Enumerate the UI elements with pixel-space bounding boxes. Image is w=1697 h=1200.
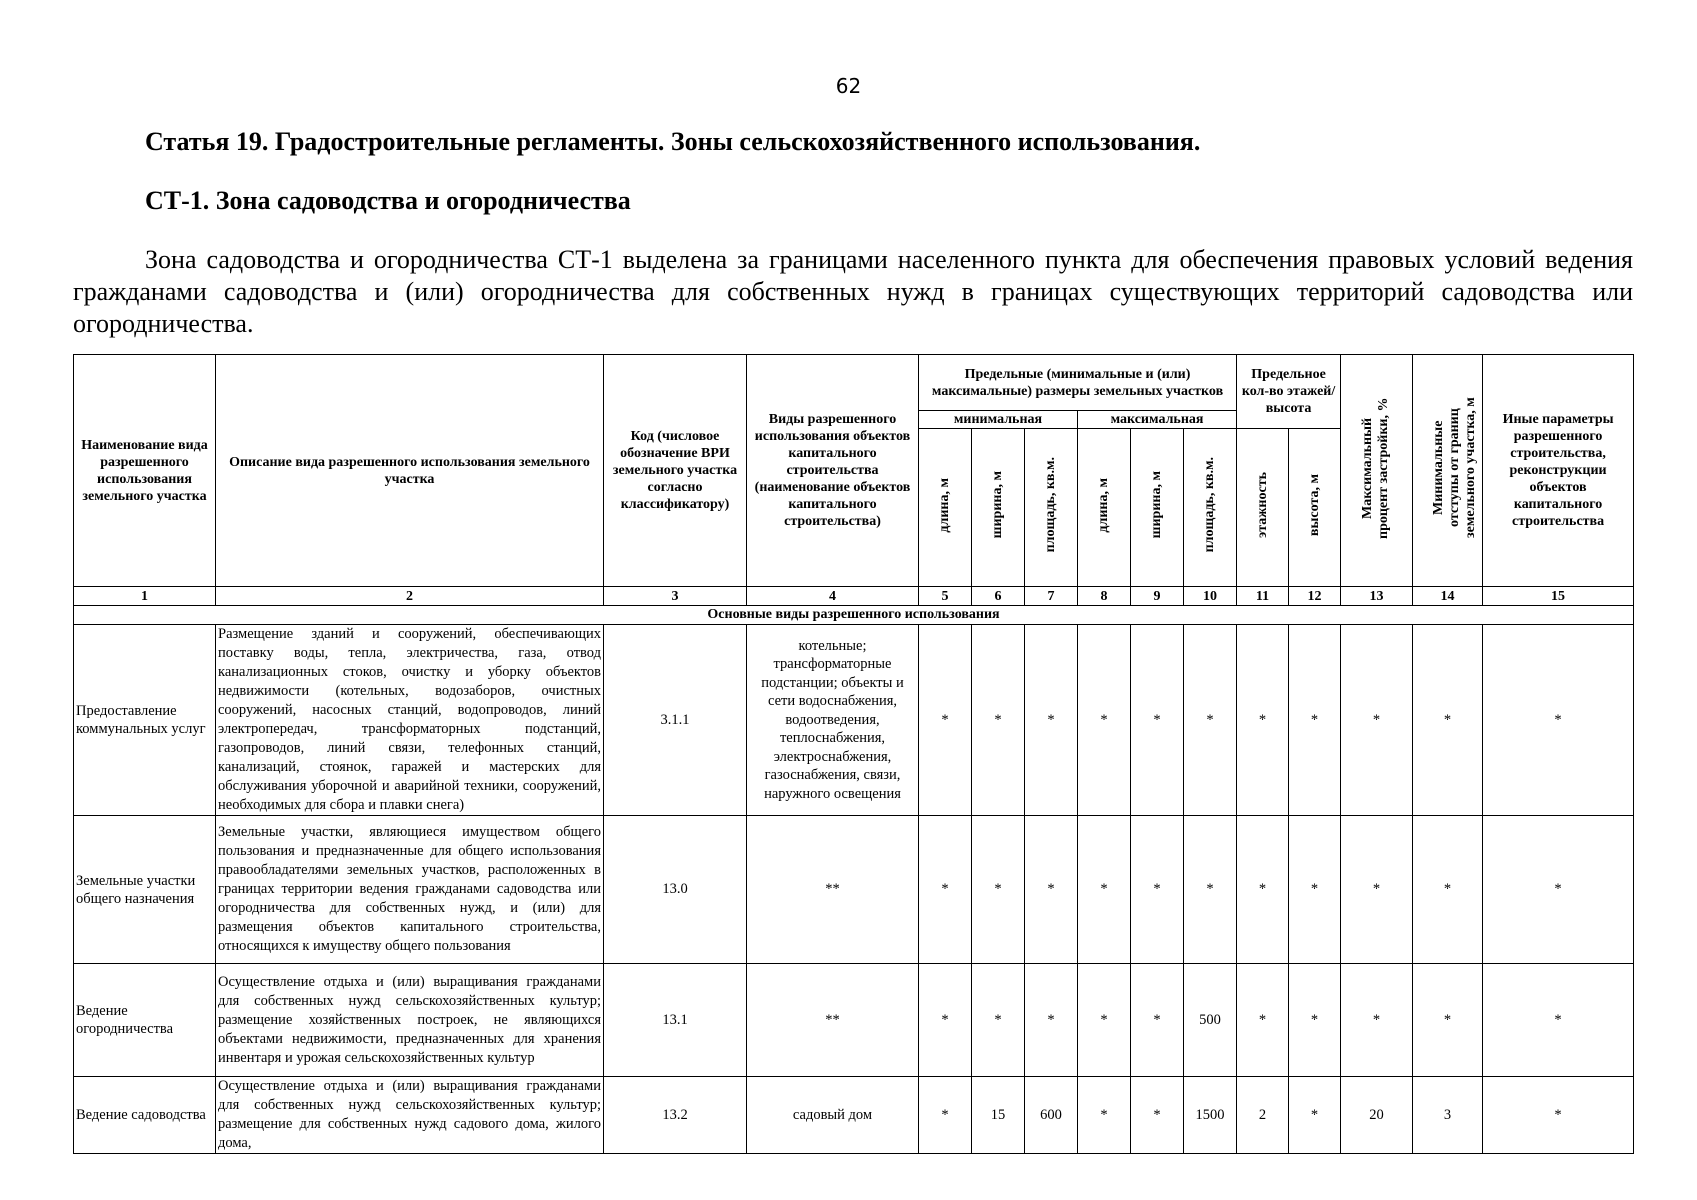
row-value: * — [1025, 964, 1078, 1077]
column-number: 9 — [1131, 587, 1184, 606]
row-value: 2 — [1237, 1077, 1289, 1154]
row-value: 15 — [972, 1077, 1025, 1154]
header-max-length — [1078, 429, 1131, 587]
column-number: 12 — [1289, 587, 1341, 606]
row-name: Земельные участки общего назначения — [74, 816, 216, 964]
header-floors — [1237, 429, 1289, 587]
row-value: * — [1289, 625, 1341, 816]
row-value: * — [1289, 816, 1341, 964]
row-name: Ведение садоводства — [74, 1077, 216, 1154]
header-col2: Описание вида разрешенного использования земельного участка — [216, 355, 604, 587]
row-name: Ведение огородничества — [74, 964, 216, 1077]
section-title: Основные виды разрешенного использования — [74, 606, 1634, 625]
row-value: * — [1483, 964, 1634, 1077]
header-min-width — [972, 429, 1025, 587]
header-height — [1289, 429, 1341, 587]
row-value: * — [1341, 964, 1413, 1077]
column-number: 6 — [972, 587, 1025, 606]
row-description: Размещение зданий и сооружений, обеспечивающих поставку воды, тепла, электричества, газа, отвод канализационных стоков, очистку и уборку объектов недвижимости (котельных, водозаборов, очистных сооружений, насосных станций, водопроводов, линий электропередач, трансформаторных подстанций, газопроводов, линий связи, телефонных станций, канализаций, стоянок, гаражей и мастерских для обслуживания уборочной и аварийной техники, сооружений, необходимых для сбора и плавки снега) — [216, 625, 604, 816]
row-value: * — [1078, 816, 1131, 964]
row-value: 1500 — [1184, 1077, 1237, 1154]
column-numbers-row — [74, 587, 1634, 606]
column-number: 5 — [919, 587, 972, 606]
header-col13 — [1341, 355, 1413, 587]
row-value: 500 — [1184, 964, 1237, 1077]
row-code: 13.1 — [604, 964, 747, 1077]
row-value: * — [1341, 625, 1413, 816]
row-value: * — [1131, 625, 1184, 816]
row-description: Земельные участки, являющиеся имуществом общего пользования и предназначенные для общего использования правообладателями земельных участков, расположенных в границах территории ведения гражданами садоводства или огородничества для собственных нужд, и (или) для размещения объектов капитального строительства, относящихся к имуществу общего пользования — [216, 816, 604, 964]
row-value: * — [1237, 816, 1289, 964]
row-value: * — [1131, 816, 1184, 964]
row-code: 13.2 — [604, 1077, 747, 1154]
header-max-width — [1131, 429, 1184, 587]
column-number: 14 — [1413, 587, 1483, 606]
page-number: 62 — [835, 74, 862, 98]
header-size-group: Предельные (минимальные и (или) максимальные) размеры земельных участков — [919, 355, 1237, 411]
row-value: 3 — [1413, 1077, 1483, 1154]
column-number: 11 — [1237, 587, 1289, 606]
row-value: * — [1184, 625, 1237, 816]
row-types: садовый дом — [747, 1077, 919, 1154]
row-code: 13.0 — [604, 816, 747, 964]
row-value: * — [1237, 625, 1289, 816]
header-min: минимальная — [919, 411, 1078, 429]
row-code: 3.1.1 — [604, 625, 747, 816]
row-value: * — [1289, 1077, 1341, 1154]
table-row — [74, 625, 1634, 816]
row-value: * — [1025, 625, 1078, 816]
intro-paragraph: Зона садоводства и огородничества СТ-1 выделена за границами населенного пункта для обеспечения правовых условий ведения гражданами садоводства и (или) огородничества для собственных нужд в границах существующих территорий садоводства или огородничества. — [73, 245, 1633, 338]
header-col13-label: Максимальный процент застройки, % — [1359, 397, 1391, 539]
article-title: Статья 19. Градостроительные регламенты. Зоны сельскохозяйственного использования. — [145, 127, 1201, 156]
regulations-table — [73, 354, 1634, 1154]
header-col4: Виды разрешенного использования объектов капитального строительства (наименование объектов капитального строительства) — [747, 355, 919, 587]
row-value: * — [919, 1077, 972, 1154]
header-floors-label: этажность — [1254, 472, 1270, 538]
row-value: * — [1289, 964, 1341, 1077]
row-types: котельные; трансформаторные подстанции; объекты и сети водоснабжения, водоотведения, теплоснабжения, электроснабжения, газоснабжения, связи, наружного освещения — [747, 625, 919, 816]
header-col14 — [1413, 355, 1483, 587]
column-number: 10 — [1184, 587, 1237, 606]
column-number: 7 — [1025, 587, 1078, 606]
section-row — [74, 606, 1634, 625]
row-value: * — [1131, 1077, 1184, 1154]
row-value: * — [1413, 816, 1483, 964]
column-number: 3 — [604, 587, 747, 606]
header-min-length — [919, 429, 972, 587]
row-value: * — [1483, 1077, 1634, 1154]
row-value: * — [1078, 625, 1131, 816]
row-types: ** — [747, 964, 919, 1077]
column-number: 15 — [1483, 587, 1634, 606]
header-max-area-label: площадь, кв.м. — [1202, 457, 1218, 553]
row-value: * — [1483, 625, 1634, 816]
row-value: * — [972, 625, 1025, 816]
row-value: * — [1413, 964, 1483, 1077]
row-value: 600 — [1025, 1077, 1078, 1154]
header-col3: Код (числовое обозначение ВРИ земельного участка согласно классификатору) — [604, 355, 747, 587]
column-number: 1 — [74, 587, 216, 606]
header-col1: Наименование вида разрешенного использования земельного участка — [74, 355, 216, 587]
row-value: * — [972, 816, 1025, 964]
column-number: 13 — [1341, 587, 1413, 606]
table-row — [74, 1077, 1634, 1154]
header-min-area-label: площадь, кв.м. — [1043, 457, 1058, 553]
row-value: * — [972, 964, 1025, 1077]
zone-title: СТ-1. Зона садоводства и огородничества — [145, 186, 631, 215]
row-value: * — [1078, 964, 1131, 1077]
row-types: ** — [747, 816, 919, 964]
row-value: * — [1341, 816, 1413, 964]
row-value: * — [1078, 1077, 1131, 1154]
row-value: * — [1131, 964, 1184, 1077]
column-number: 8 — [1078, 587, 1131, 606]
header-max: максимальная — [1078, 411, 1237, 429]
column-number: 2 — [216, 587, 604, 606]
table-row — [74, 964, 1634, 1077]
header-max-area — [1184, 429, 1237, 587]
row-value: * — [1413, 625, 1483, 816]
header-min-area — [1025, 429, 1078, 587]
row-description: Осуществление отдыха и (или) выращивания гражданами для собственных нужд сельскохозяйственных культур; размещение хозяйственных построек, не являющихся объектами недвижимости, предназначенных для хранения инвентаря и урожая сельскохозяйственных культур — [216, 964, 604, 1077]
row-name: Предоставление коммунальных услуг — [74, 625, 216, 816]
table-row — [74, 816, 1634, 964]
column-number: 4 — [747, 587, 919, 606]
header-height-label: высота, м — [1306, 473, 1322, 537]
header-col14-label: Минимальные отступы от границ земельного участка, м — [1430, 397, 1478, 539]
row-value: * — [919, 964, 972, 1077]
row-value: * — [1025, 816, 1078, 964]
row-value: * — [1184, 816, 1237, 964]
row-description: Осуществление отдыха и (или) выращивания гражданами для собственных нужд сельскохозяйственных культур; размещение для собственных нужд садового дома, жилого дома, — [216, 1077, 604, 1154]
header-max-width-label: ширина, м — [1149, 471, 1164, 539]
header-col15: Иные параметры разрешенного строительства, реконструкции объектов капитального строительства — [1483, 355, 1634, 587]
header-min-length-label: длина, м — [937, 477, 952, 533]
header-max-length-label: длина, м — [1096, 477, 1111, 533]
row-value: * — [919, 625, 972, 816]
header-min-width-label: ширина, м — [990, 471, 1005, 539]
row-value: 20 — [1341, 1077, 1413, 1154]
row-value: * — [919, 816, 972, 964]
header-floors-group: Предельное кол-во этажей/ высота — [1237, 355, 1341, 429]
row-value: * — [1237, 964, 1289, 1077]
row-value: * — [1483, 816, 1634, 964]
